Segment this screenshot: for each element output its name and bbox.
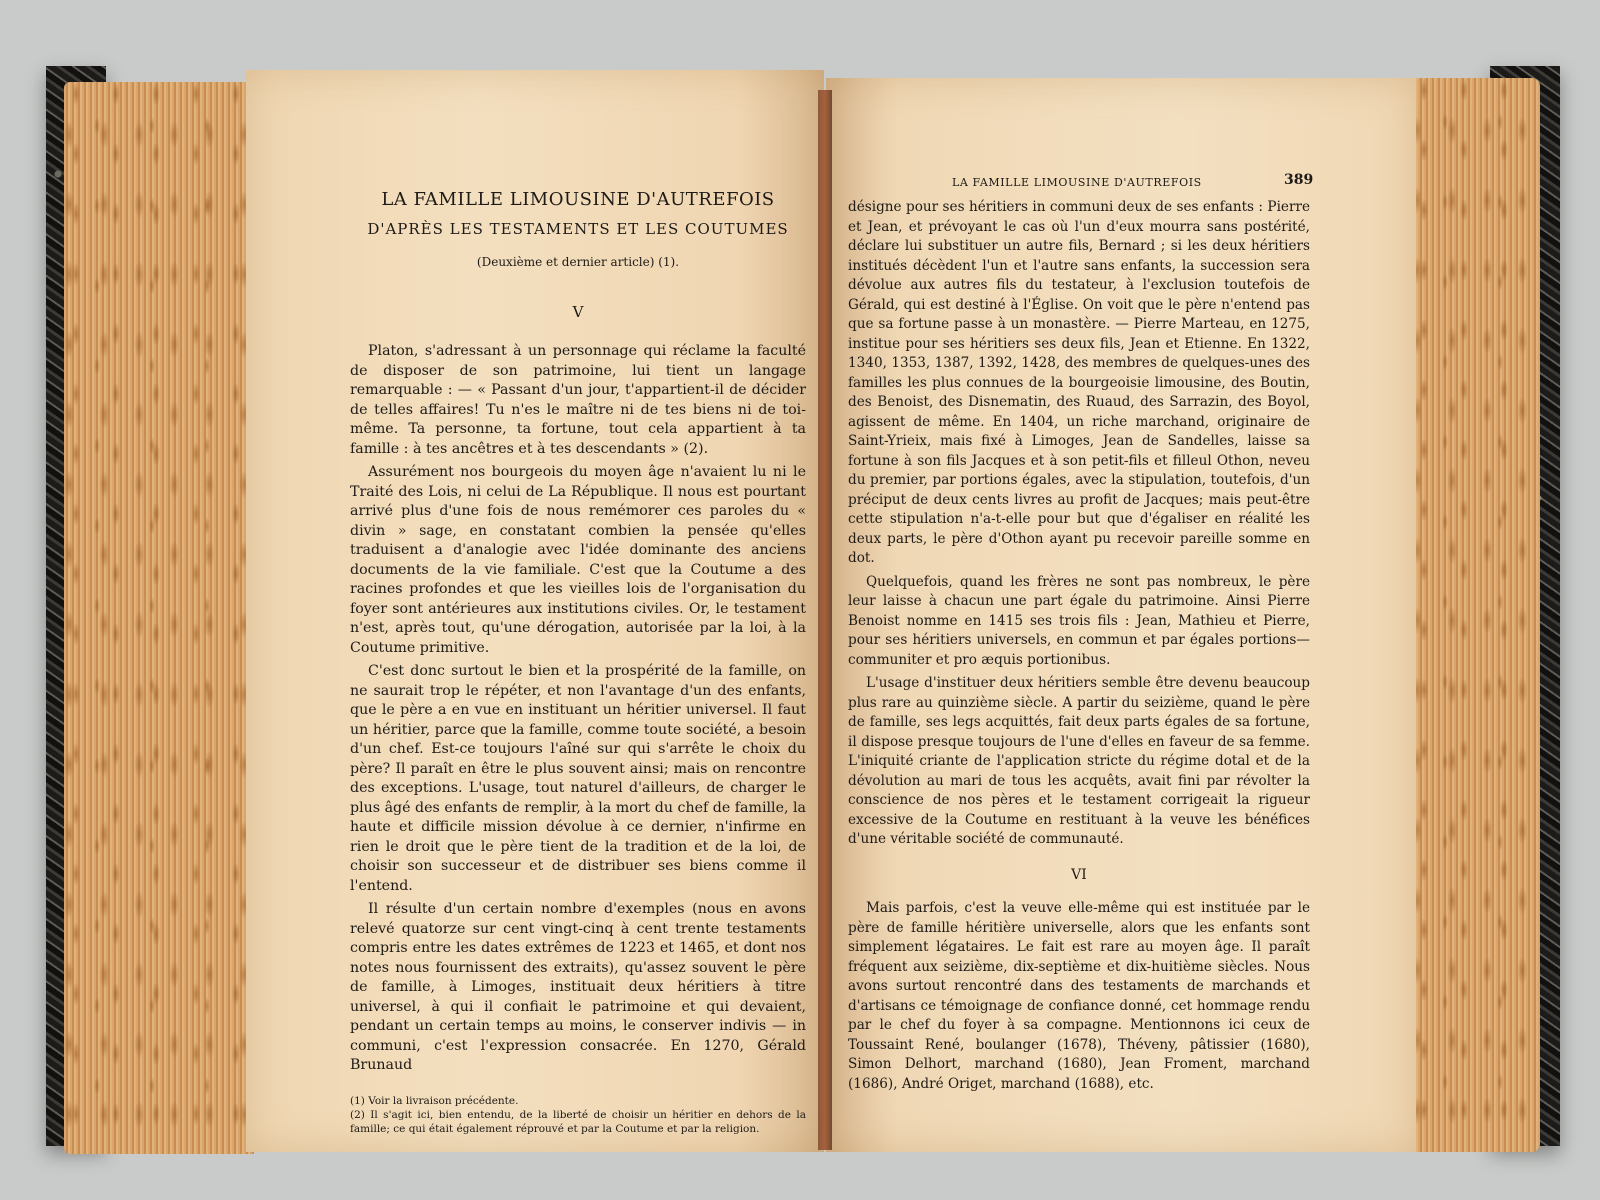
footnote: (1) Voir la livraison précédente. (350, 1094, 519, 1107)
paragraph: Platon, s'adressant à un personnage qui réclame la faculté de disposer de son patrimoine, lui tient un langage remarquable : — « Passant d'un jour, t'appartient-il de décider de telles affaires! Tu n'es le maître ni de tes biens ni de toi-même. Ta personne, ta fortune, tout cela appartient à ta famille : à tes ancêtres et à tes descendants » (2). (350, 343, 806, 457)
paragraph: Assurément nos bourgeois du moyen âge n'avaient lu ni le Traité des Lois, ni celui de La République. Il nous est pourtant arrivé plus d'une fois de nous remémorer ces paroles du « divin » sage, en constatant combien la pensée qu'elles traduisent a d'analogie avec l'idée dominante des anciens documents de la vie familiale. C'est que la Coutume a des racines profondes et que les vieilles lois de l'organisation du foyer sont antérieures aux institutions civiles. Or, le testament n'est, après tout, qu'une dérogation, autorisée par la loi, à la Coutume primitive. (350, 464, 806, 656)
left-page-text (350, 190, 806, 1136)
paragraph: L'usage d'instituer deux héritiers semble être devenu beaucoup plus rare au quinzième siècle. A partir du seizième, quand le père de famille, ses legs acquittés, fait deux parts égales de sa fortune, il dispose presque toujours de l'une d'elles en faveur de sa femme. L'iniquité criante de l'application stricte du régime dotal et de la dévolution au mari de tous les acquêts, avait fini par révolter la conscience de nos pères et le testament corrigeait la rigueur excessive de la Coutume en restituant à la veuve les bénéfices d'une véritable société de communauté. (848, 675, 1310, 847)
paragraph: Il résulte d'un certain nombre d'exemples (nous en avons relevé quatorze sur cent vingt-cinq à cent trente testaments compris entre les dates extrêmes de 1223 et 1465, et dont nos notes nous fournissent des extraits), qu'assez souvent le père de famille, à Limoges, instituait deux héritiers à titre universel, à qui il confiait le patrimoine et qui devaient, pendant un certain temps au moins, le conserver indivis — in communi, c'est l'expression consacrée. En 1270, Gérald Brunaud (350, 901, 806, 1073)
footnotes (350, 1094, 806, 1136)
article-note: (Deuxième et dernier article) (1). (476, 255, 680, 269)
left-page-edges (64, 82, 254, 1154)
article-title: LA FAMILLE LIMOUSINE D'AUTREFOIS (381, 189, 775, 210)
section-number: VI (1071, 866, 1087, 883)
paragraph: Mais parfois, c'est la veuve elle-même qui est instituée par le père de famille héritière universelle, alors que les enfants sont simplement légataires. Le fait est rare au moyen âge. Il paraît fréquent aux seizième, dix-septième et dix-huitième siècles. Nous avons surtout rencontré dans des testaments de marchands et d'artisans ce témoignage de confiance donné, cet hommage rendu par le chef du foyer à sa compagne. Mentionnons ici ceux de Toussaint René, boulanger (1678), Théveny, pâtissier (1680), Simon Delhort, marchand (1680), Jean Froment, marchand (1686), André Origet, marchand (1688), etc. (848, 900, 1310, 1092)
right-page-text (848, 198, 1310, 1098)
footnote: (2) Il s'agit ici, bien entendu, de la liberté de choisir un héritier en dehors de la famille; ce qui était également réprouvé et par la Coutume et par la religion. (350, 1108, 806, 1135)
book-gutter (818, 90, 832, 1150)
paragraph: Quelquefois, quand les frères ne sont pas nombreux, le père leur laisse à chacun une part égale du patrimoine. Ainsi Pierre Benoist nomme en 1415 ses trois fils : Jean, Mathieu et Pierre, pour ses héritiers universels, en commun et par égales portions—communiter et pro æquis portionibus. (848, 573, 1310, 668)
page-number: 389 (1284, 172, 1314, 188)
paragraph: C'est donc surtout le bien et la prospérité de la famille, on ne saurait trop le répéter, et non l'avantage d'un des enfants, que le père a en vue en instituant un héritier universel. Il faut un héritier, parce que la famille, comme toute société, a besoin d'un chef. Est-ce toujours l'aîné sur qui s'arrête le choix du père? Il paraît en être le plus souvent ainsi; mais on rencontre des exceptions. L'usage, tout naturel d'ailleurs, de charger le plus âgé des enfants de remplir, à la mort du chef de famille, la haute et difficile mission dévolue à ce dernier, n'infirme en rien le droit que le père tient de la tradition et de la loi, de choisir son successeur et de distribuer ses biens comme il l'entend. (350, 663, 806, 894)
right-page-edges (1412, 78, 1540, 1152)
paragraph: désigne pour ses héritiers in communi deux de ses enfants : Pierre et Jean, et prévoyant le cas où l'un d'eux mourra sans postérité, déclare lui substituer un autre fils, Bernard ; si les deux héritiers institués décèdent l'un et l'autre sans enfants, la succession sera dévolue aux autres fils du testateur, à l'exclusion toutefois de Gérald, qui est destiné à l'Église. On voit que le père n'entend pas que sa fortune passe à un monastère. — Pierre Marteau, en 1275, institue pour ses héritiers ses deux fils, Jean et Etienne. En 1322, 1340, 1353, 1387, 1392, 1428, des membres de quelques-unes des familles les plus connues de la bourgeoisie limousine, des Boutin, des Benoist, des Disnematin, des Ruaud, des Sarrazin, des Boyol, agissent de même. En 1404, un riche marchand, originaire de Saint-Yrieix, mais fixé à Limoges, Jean de Sandelles, laisse sa fortune à son fils Jacques et à son petit-fils et filleul Othon, neveu du premier, par portions égales, avec la stipulation, toutefois, d'un préciput de deux cents livres au profit de Jacques; mais peut-être cette stipulation n'a-t-elle pour but que d'égaliser en réalité les deux parts, le père d'Othon ayant pu recevoir pareille somme en dot. (848, 199, 1310, 566)
article-subtitle: D'APRÈS LES TESTAMENTS ET LES COUTUMES (367, 219, 789, 238)
running-head: LA FAMILLE LIMOUSINE D'AUTREFOIS (952, 176, 1202, 189)
section-number: V (572, 302, 584, 321)
